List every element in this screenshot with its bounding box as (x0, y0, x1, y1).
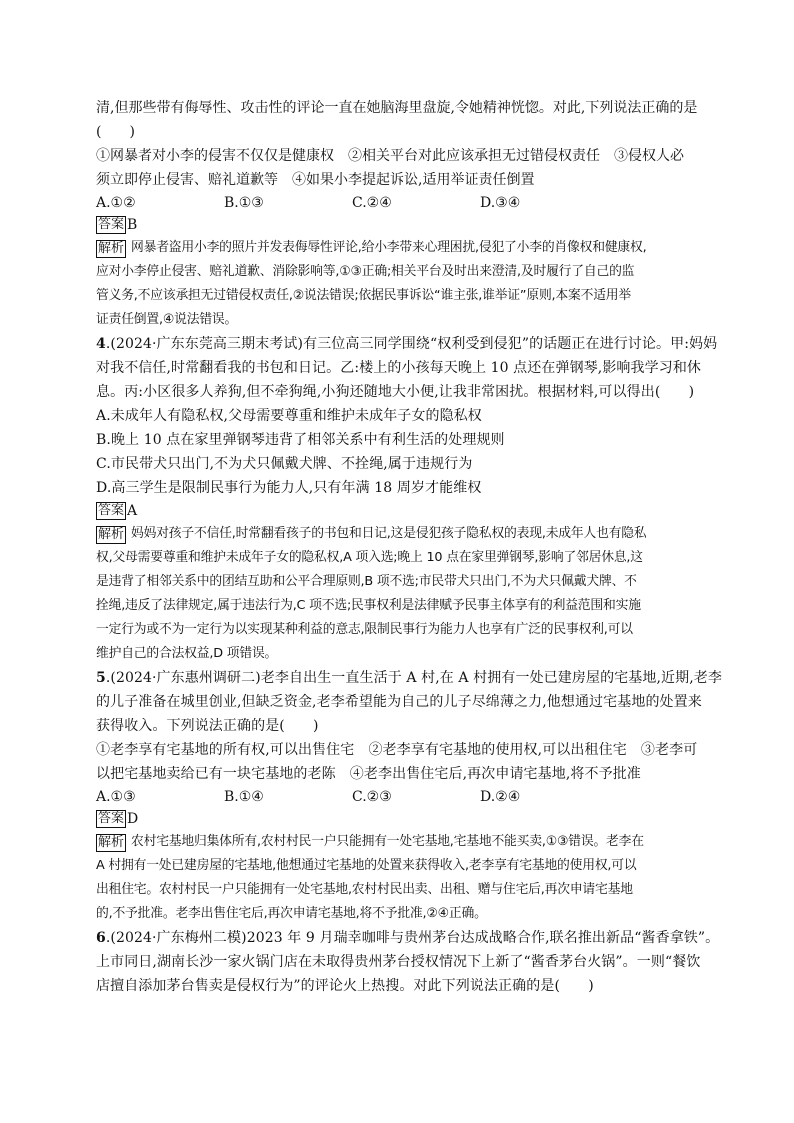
q4-option-a: A.未成年人有隐私权,父母需要尊重和维护未成年子女的隐私权 (96, 408, 482, 424)
answer-tag: 答案 (98, 217, 125, 232)
q3-option-line: ①网暴者对小李的侵害不仅仅是健康权 ②相关平台对此应该承担无过错侵权责任 ③侵权人必 (96, 148, 684, 164)
explain-tag: 解析 (98, 835, 125, 850)
q4-option-b: B.晚上 10 点在家里弹钢琴违背了相邻关系中有利生活的处理规则 (96, 432, 505, 448)
q5-number: 5 (96, 670, 106, 686)
q5-answer (96, 809, 698, 829)
choice-b: B.①④ (224, 789, 264, 805)
explain-line: 应对小李停止侵害、赔礼道歉、消除影响等,①③正确;相关平台及时出来澄清,及时履行了自己的监 (96, 264, 635, 279)
q5-option-line: 以把宅基地卖给已有一块宅基地的老陈 ④老李出售住宅后,再次申请宅基地,将不予批准 (96, 766, 641, 782)
answer-value: B (127, 217, 138, 233)
explain-line: 网暴者盗用小李的照片并发表侮辱性评论,给小李带来心理困扰,侵犯了小李的肖像权和健康权, (131, 240, 647, 255)
q4-number: 4 (96, 336, 106, 352)
q5-option-line: ①老李享有宅基地的所有权,可以出售住宅 ②老李享有宅基地的使用权,可以出租住宅 ③老李可 (96, 742, 698, 758)
q4-option-c: C.市民带犬只出门,不为犬只佩戴犬牌、不拴绳,属于违规行为 (96, 456, 473, 472)
answer-tag: 答案 (98, 811, 125, 826)
answer-value: A (127, 503, 138, 519)
answer-tag: 答案 (98, 503, 125, 518)
q5-explanation (96, 830, 698, 926)
question-3 (96, 96, 698, 332)
explain-line: 出租住宅。农村村民一户只能拥有一处宅基地,农村村民出卖、出租、赠与住宅后,再次申请宅基地 (96, 882, 633, 897)
explain-line: 一定行为或不为一定行为以实现某种利益的意志,限制民事行为能力人也享有广泛的民事权利,可以 (96, 622, 633, 637)
question-content (96, 96, 722, 998)
q3-stem-line: 清,但那些带有侮辱性、攻击性的评论一直在她脑海里盘旋,令她精神恍惚。对此,下列说法正确的是 (96, 100, 698, 116)
explain-line: 的,不予批准。老李出售住宅后,再次申请宅基地,将不予批准,②④正确。 (96, 906, 487, 921)
q4-option-d: D.高三学生是限制民事行为能力人,只有年满 18 周岁才能维权 (96, 480, 482, 496)
q5-choices (96, 786, 698, 808)
q6-number: 6 (96, 930, 106, 946)
explain-tag: 解析 (98, 241, 125, 256)
q5-stem-line: 的儿子准备在城里创业,但缺乏资金,老李希望能为自己的儿子尽绵薄之力,他想通过宅基地的处置来 (96, 694, 702, 710)
explain-line: 拴绳,违反了法律规定,属于违法行为,C 项不选;民事权利是法律赋予民事主体享有的利益范围和实施 (96, 598, 641, 613)
choice-c: C.②③ (352, 789, 392, 805)
explain-tag: 解析 (98, 527, 125, 542)
question-6 (96, 926, 720, 998)
q3-stem-line: ( ) (96, 124, 135, 140)
question-5 (96, 666, 722, 926)
q4-answer (96, 501, 698, 521)
choice-a: A.①③ (96, 789, 136, 805)
choice-d: D.②④ (480, 789, 521, 805)
explain-line: 妈妈对孩子不信任,时常翻看孩子的书包和日记,这是侵犯孩子隐私权的表现,未成年人也有隐私 (131, 526, 647, 541)
explain-line: 权,父母需要尊重和维护未成年子女的隐私权,A 项入选;晚上 10 点在家里弹钢琴,影响了邻居休息,这 (96, 550, 643, 565)
q6-stem-line: 店擅自添加茅台售卖是侵权行为”的评论火上热搜。对此下列说法正确的是( ) (96, 978, 594, 994)
explain-line: A 村拥有一处已建房屋的宅基地,他想通过宅基地的处置来获得收入,老李享有宅基地的使用权,可以 (96, 858, 637, 873)
q5-stem-line: 获得收入。下列说法正确的是( ) (96, 718, 319, 734)
choice-a: A.①② (96, 195, 136, 211)
explain-line: 管义务,不应该承担无过错侵权责任,②说法错误;依据民事诉讼“谁主张,谁举证”原则,本案不适用举 (96, 288, 631, 303)
choice-c: C.②④ (352, 195, 392, 211)
answer-value: D (127, 811, 139, 827)
q6-stem-line: 上市同日,湖南长沙一家火锅门店在未取得贵州茅台授权情况下上新了“酱香茅台火锅”。一则“餐饮 (96, 954, 701, 970)
explain-line: 是违背了相邻关系中的团结互助和公平合理原则,B 项不选;市民带犬只出门,不为犬只佩戴犬牌、不 (96, 574, 637, 589)
q5-stem-line: 5.(2024·广东惠州调研二)老李自出生一直生活于 A 村,在 A 村拥有一处已建房屋的宅基地,近期,老李 (96, 670, 722, 686)
question-4 (96, 332, 718, 666)
q3-explanation (96, 236, 698, 332)
q3-option-line: 须立即停止侵害、赔礼道歉等 ④如果小李提起诉讼,适用举证责任倒置 (96, 172, 535, 188)
q4-stem-line: 息。丙:小区很多人养狗,但不牵狗绳,小狗还随地大小便,让我非常困扰。根据材料,可以得出( ) (96, 384, 695, 400)
explain-line: 维护自己的合法权益,D 项错误。 (96, 646, 278, 661)
q3-choices (96, 192, 698, 214)
q4-explanation (96, 522, 698, 666)
q4-stem-line: 对我不信任,时常翻看我的书包和日记。乙:楼上的小孩每天晚上 10 点还在弹钢琴,影响我学习和休 (96, 360, 702, 376)
q4-stem-line: 4.(2024·广东东莞高三期末考试)有三位高三同学围绕“权利受到侵犯”的话题正在进行讨论。甲:妈妈 (96, 336, 718, 352)
choice-b: B.①③ (224, 195, 264, 211)
q6-stem-line: 6.(2024·广东梅州二模)2023 年 9 月瑞幸咖啡与贵州茅台达成战略合作,联名推出新品“酱香拿铁”。 (96, 930, 720, 946)
choice-d: D.③④ (480, 195, 521, 211)
explain-line: 证责任倒置,④说法错误。 (96, 312, 238, 327)
explain-line: 农村宅基地归集体所有,农村村民一户只能拥有一处宅基地,宅基地不能买卖,①③错误。老李在 (131, 834, 644, 849)
q3-answer (96, 215, 698, 235)
